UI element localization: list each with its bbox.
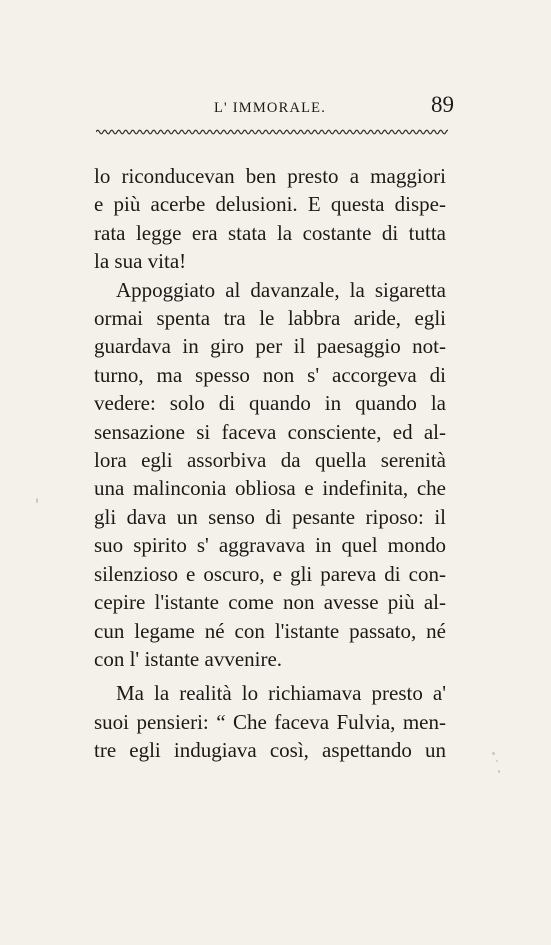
text-line: ormai spenta tra le labbra aride, egli: [94, 306, 446, 331]
text-line: sensazione si faceva consciente, ed al-: [94, 419, 446, 444]
text-line: cepire l'istante come non avesse più al-: [94, 590, 446, 615]
text-line: Ma la realità lo richiamava presto a': [116, 681, 446, 706]
text-line: vedere: solo di quando in quando la: [94, 391, 446, 416]
text-line: lo riconducevan ben presto a maggiori: [94, 164, 446, 188]
running-title: L' IMMORALE.: [214, 100, 327, 116]
text-line: una malinconia obliosa e indefinita, che: [94, 476, 446, 501]
text-line: la sua vita!: [94, 249, 187, 274]
text-line: silenzioso e oscuro, e gli pareva di con-: [94, 561, 446, 586]
paragraph-1: [94, 162, 446, 276]
text-line: cun legame né con l'istante passato, né: [94, 618, 446, 643]
paper-speck: [492, 752, 495, 755]
text-line: Appoggiato al davanzale, la sigaretta: [116, 277, 446, 302]
paper-speck: [36, 498, 38, 503]
text-line: gli dava un senso di pesante riposo: il: [94, 504, 446, 529]
text-line: turno, ma spesso non s' accorgeva di: [94, 362, 446, 387]
ornamental-rule-graphic: [96, 128, 448, 136]
ornamental-rule: [96, 128, 448, 136]
text-line: tre egli indugiava così, aspettando un: [94, 738, 446, 763]
text-line: lora egli assorbiva da quella serenità: [94, 448, 446, 473]
text-line: con l' istante avvenire.: [94, 646, 283, 671]
running-head: [96, 92, 456, 126]
text-line: suo spirito s' aggravava in quel mondo: [94, 533, 446, 558]
paper-speck: [496, 760, 498, 762]
paragraph-2: [94, 276, 446, 674]
paragraph-3: [94, 679, 446, 764]
page-number: 89: [431, 92, 454, 117]
paper-speck: [498, 770, 500, 773]
text-line: rata legge era stata la costante di tutta: [94, 220, 446, 245]
body-text: [94, 162, 446, 765]
text-line: guardava in giro per il paesaggio not-: [94, 334, 446, 359]
text-line: suoi pensieri: “ Che faceva Fulvia, men-: [94, 709, 446, 734]
text-line: e più acerbe delusioni. E questa dispe-: [94, 192, 446, 217]
